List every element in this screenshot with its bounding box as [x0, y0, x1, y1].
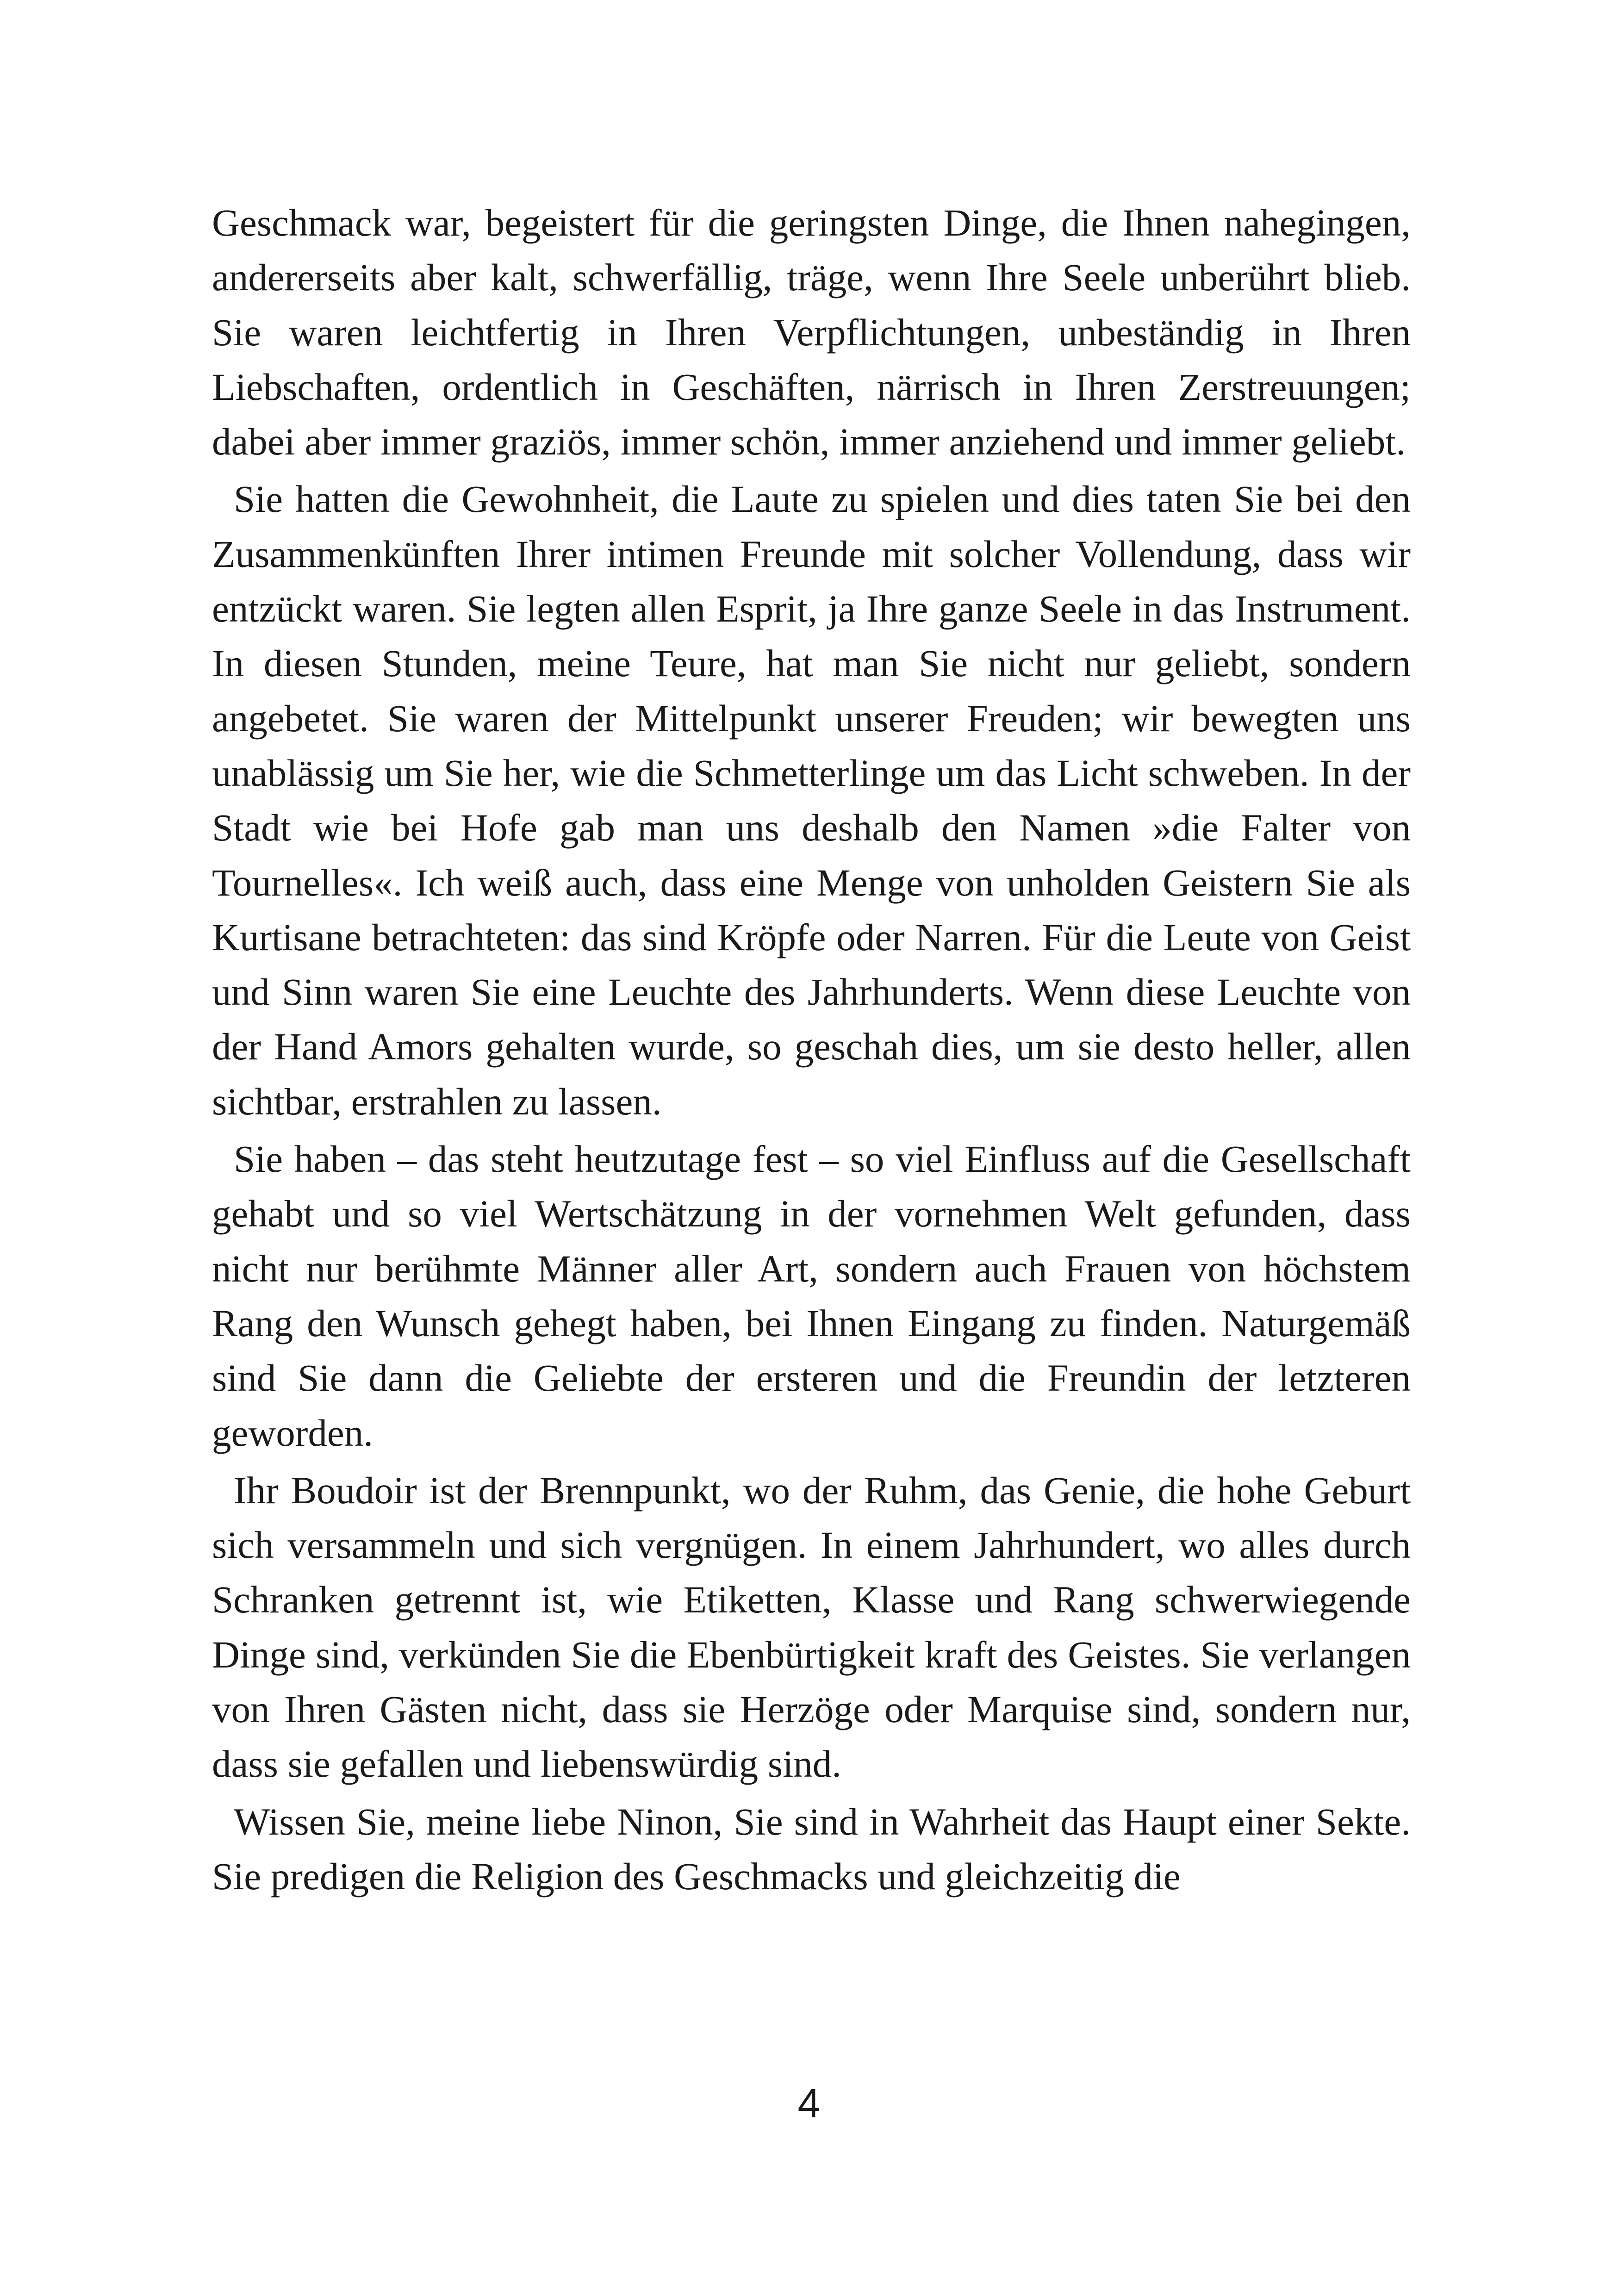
paragraph-1: Geschmack war, begeistert für die geringsten Dinge, die Ihnen nahegingen, andererseits aber kalt, schwerfällig, träge, wenn Ihre Seele unberührt blieb. Sie waren leichtfertig in Ihren Verpflichtungen, unbeständig in Ihren Liebschaften, ordentlich in Geschäften, närrisch in Ihren Zerstreuungen; dabei aber immer graziös, immer schön, immer anziehend und immer geliebt. [212, 201, 1411, 463]
body-text [212, 195, 1411, 1906]
paragraph-2: Sie hatten die Gewohnheit, die Laute zu spielen und dies taten Sie bei den Zusammenkünften Ihrer intimen Freunde mit solcher Vollendung, dass wir entzückt waren. Sie legten allen Esprit, ja Ihre ganze Seele in das Instrument. In diesen Stunden, meine Teure, hat man Sie nicht nur geliebt, sondern angebetet. Sie waren der Mittelpunkt unserer Freuden; wir bewegten uns unablässig um Sie her, wie die Schmetterlinge um das Licht schweben. In der Stadt wie bei Hofe gab man uns deshalb den Namen »die Falter von Tournelles«. Ich weiß auch, dass eine Menge von unholden Geistern Sie als Kurtisane betrachteten: das sind Kröpfe oder Narren. Für die Leute von Geist und Sinn waren Sie eine Leuchte des Jahrhunderts. Wenn diese Leuchte von der Hand Amors gehalten wurde, so geschah dies, um sie desto heller, allen sichtbar, erstrahlen zu lassen. [212, 478, 1411, 1123]
page-number: 4 [797, 2080, 821, 2126]
paragraph-4: Ihr Boudoir ist der Brennpunkt, wo der Ruhm, das Genie, die hohe Geburt sich versammeln und sich vergnügen. In einem Jahrhundert, wo alles durch Schranken getrennt ist, wie Etiketten, Klasse und Rang schwerwiegende Dinge sind, verkünden Sie die Ebenbürtigkeit kraft des Geistes. Sie verlangen von Ihren Gästen nicht, dass sie Herzöge oder Marquise sind, sondern nur, dass sie gefallen und liebenswürdig sind. [212, 1468, 1411, 1786]
paragraph-3: Sie haben – das steht heutzutage fest – so viel Einfluss auf die Gesellschaft gehabt und so viel Wertschätzung in der vornehmen Welt gefunden, dass nicht nur berühmte Männer aller Art, sondern auch Frauen von höchstem Rang den Wunsch gehegt haben, bei Ihnen Eingang zu finden. Naturgemäß sind Sie dann die Geliebte der ersteren und die Freundin der letzteren geworden. [212, 1138, 1411, 1454]
paragraph-5: Wissen Sie, meine liebe Ninon, Sie sind in Wahrheit das Haupt einer Sekte. Sie predigen die Religion des Geschmacks und gleichzeitig die [212, 1800, 1411, 1898]
